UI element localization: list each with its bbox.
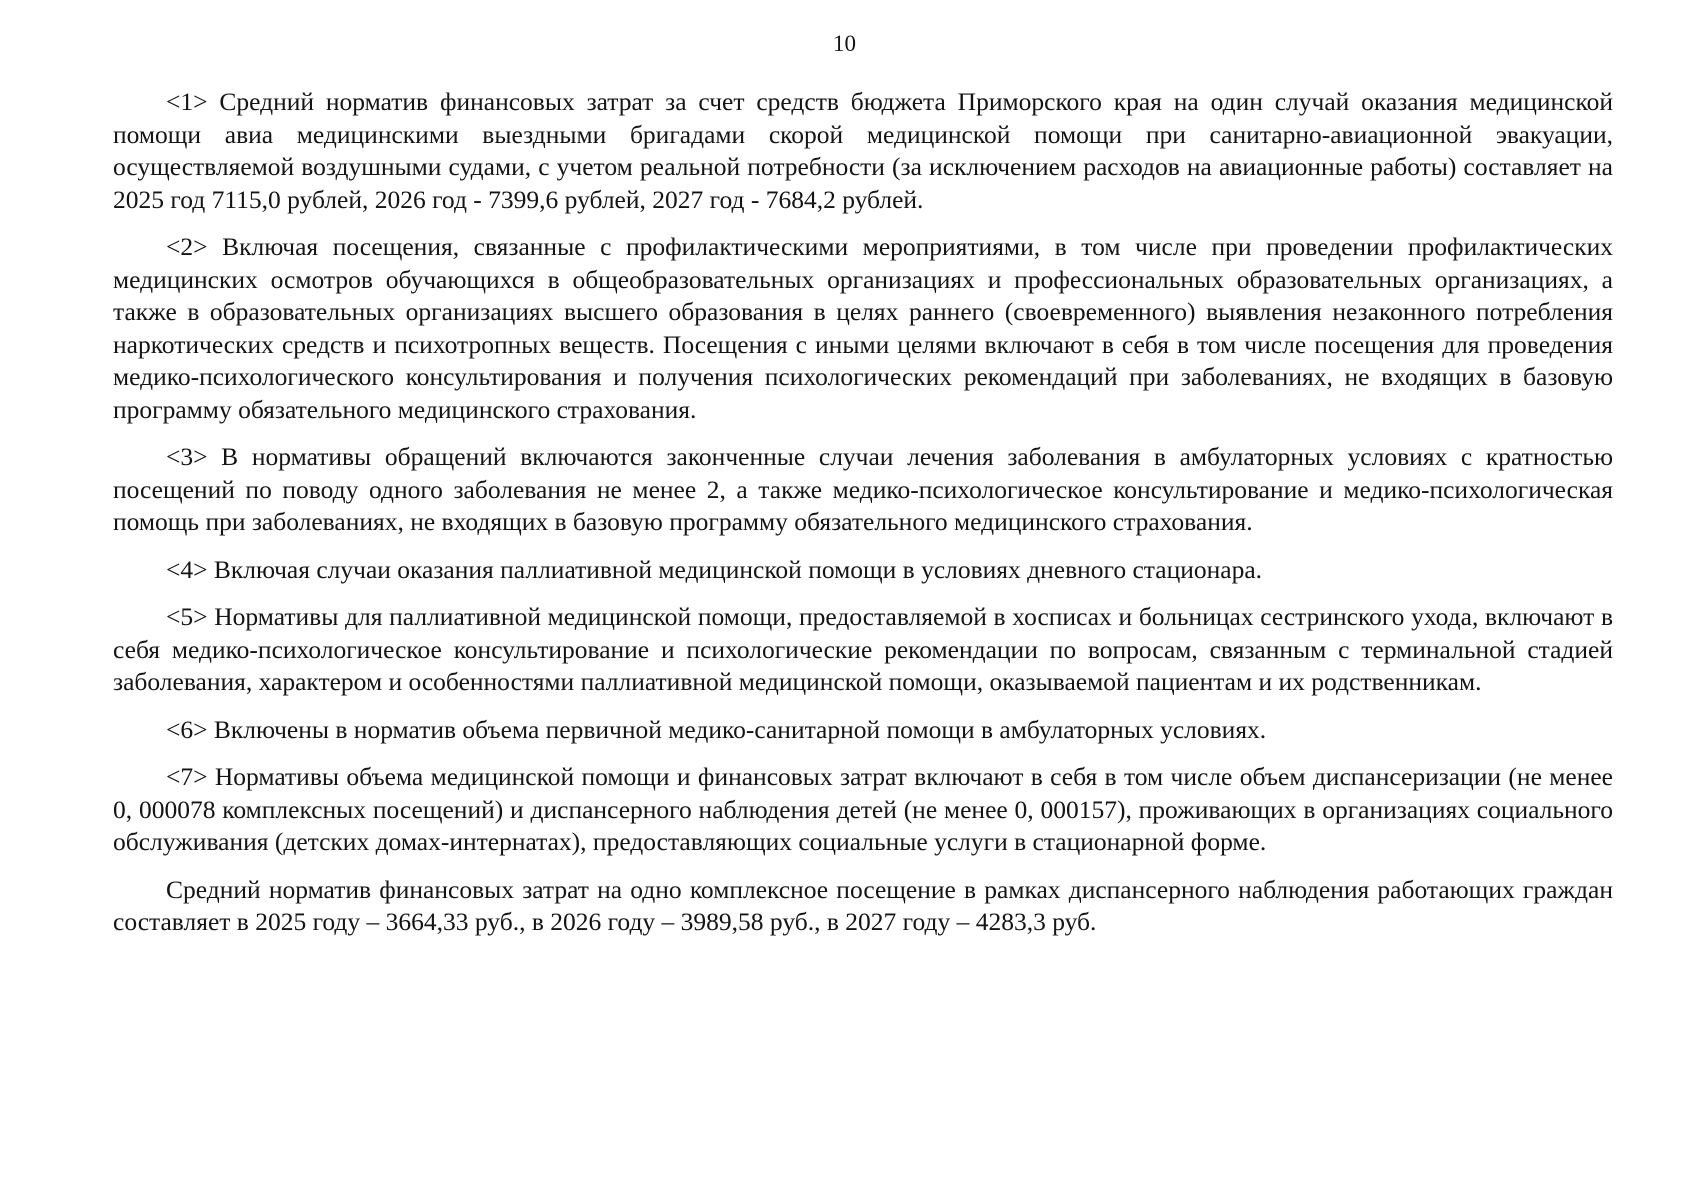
footnote-5: <5> Нормативы для паллиативной медицинской помощи, предоставляемой в хосписах и больницах сестринского ухода, включают в себя медико-психологическое консультирование и психологические рекомендации по вопросам, связанным с терминальной стадией заболевания, характером и особенностями паллиативной медицинской помощи, оказываемой пациентам и их родственникам. bbox=[113, 602, 1613, 696]
page-number: 10 bbox=[833, 31, 856, 56]
footnote-4: <4> Включая случаи оказания паллиативной медицинской помощи в условиях дневного стационара. bbox=[166, 554, 1263, 584]
footnote-3: <3> В нормативы обращений включаются законченные случаи лечения заболевания в амбулаторных условиях с кратностью посещений по поводу одного заболевания не менее 2, а также медико-психологическое консультирование и медико-психологическая помощь при заболеваниях, не входящих в базовую программу обязательного медицинского страхования. bbox=[113, 442, 1613, 536]
footnote-1: <1> Средний норматив финансовых затрат за счет средств бюджета Приморского края на один случай оказания медицинской помощи авиа медицинскими выездными бригадами скорой медицинской помощи при санитарно-авиационной эвакуации, осуществляемой воздушными судами, с учетом реальной потребности (за исключением расходов на авиационные работы) составляет на 2025 год 7115,0 рублей, 2026 год - 7399,6 рублей, 2027 год - 7684,2 рублей. bbox=[113, 87, 1613, 214]
closing-paragraph: Средний норматив финансовых затрат на одно комплексное посещение в рамках диспансерного наблюдения работающих граждан составляет в 2025 году – 3664,33 руб., в 2026 году – 3989,58 руб., в 2027 году – 4283,3 руб. bbox=[113, 874, 1613, 936]
footnote-6: <6> Включены в норматив объема первичной медико-санитарной помощи в амбулаторных условиях. bbox=[166, 714, 1267, 744]
footnote-2: <2> Включая посещения, связанные с профилактическими мероприятиями, в том числе при проведении профилактических медицинских осмотров обучающихся в общеобразовательных организациях и профессиональных образовательных организациях, а также в образовательных организациях высшего образования в целях раннего (своевременного) выявления незаконного потребления наркотических средств и психотропных веществ. Посещения с иными целями включают в себя в том числе посещения для проведения медико-психологического консультирования и получения психологических рекомендаций при заболеваниях, не входящих в базовую программу обязательного медицинского страхования. bbox=[113, 232, 1613, 424]
footnotes-section bbox=[113, 86, 1613, 954]
footnote-7: <7> Нормативы объема медицинской помощи и финансовых затрат включают в себя в том числе объем диспансеризации (не менее 0, 000078 комплексных посещений) и диспансерного наблюдения детей (не менее 0, 000157), проживающих в организациях социального обслуживания (детских домах-интернатах), предоставляющих социальные услуги в стационарной форме. bbox=[113, 762, 1613, 856]
